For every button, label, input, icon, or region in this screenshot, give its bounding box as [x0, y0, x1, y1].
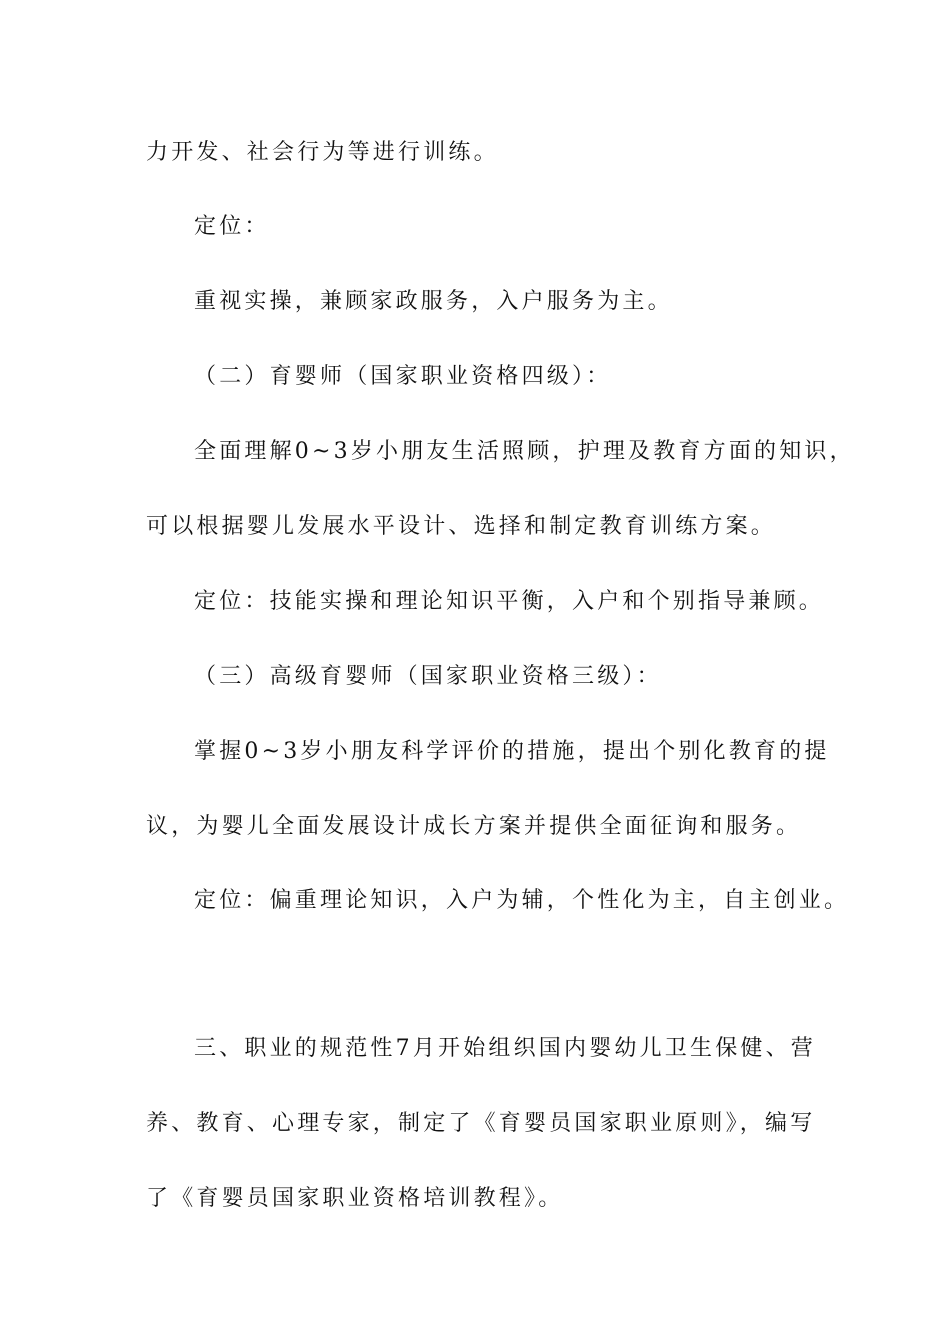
paragraph-line: 定位：技能实操和理论知识平衡，入户和个别指导兼顾。 [194, 589, 825, 614]
section-heading: （二）育婴师（国家职业资格四级）： [194, 364, 612, 389]
paragraph-line: 了《育婴员国家职业资格培训教程》。 [146, 1186, 564, 1211]
paragraph-line: 可以根据婴儿发展水平设计、选择和制定教育训练方案。 [146, 514, 777, 539]
paragraph-line: 力开发、社会行为等进行训练。 [146, 140, 499, 165]
paragraph-line: 全面理解0~3岁小朋友生活照顾，护理及教育方面的知识， [194, 439, 855, 464]
paragraph-line: 定位： [194, 214, 270, 239]
paragraph-line: 掌握0~3岁小朋友科学评价的措施，提出个别化教育的提 [194, 739, 830, 764]
paragraph-line: 养、教育、心理专家，制定了《育婴员国家职业原则》，编写 [146, 1111, 816, 1136]
paragraph-line: 三、职业的规范性7月开始组织国内婴幼儿卫生保健、营 [194, 1036, 816, 1061]
paragraph-line: 重视实操，兼顾家政服务，入户服务为主。 [194, 289, 673, 314]
section-heading: （三）高级育婴师（国家职业资格三级）： [194, 664, 662, 689]
paragraph-line: 议，为婴儿全面发展设计成长方案并提供全面征询和服务。 [146, 814, 802, 839]
paragraph-line: 定位：偏重理论知识，入户为辅，个性化为主，自主创业。 [194, 888, 850, 913]
